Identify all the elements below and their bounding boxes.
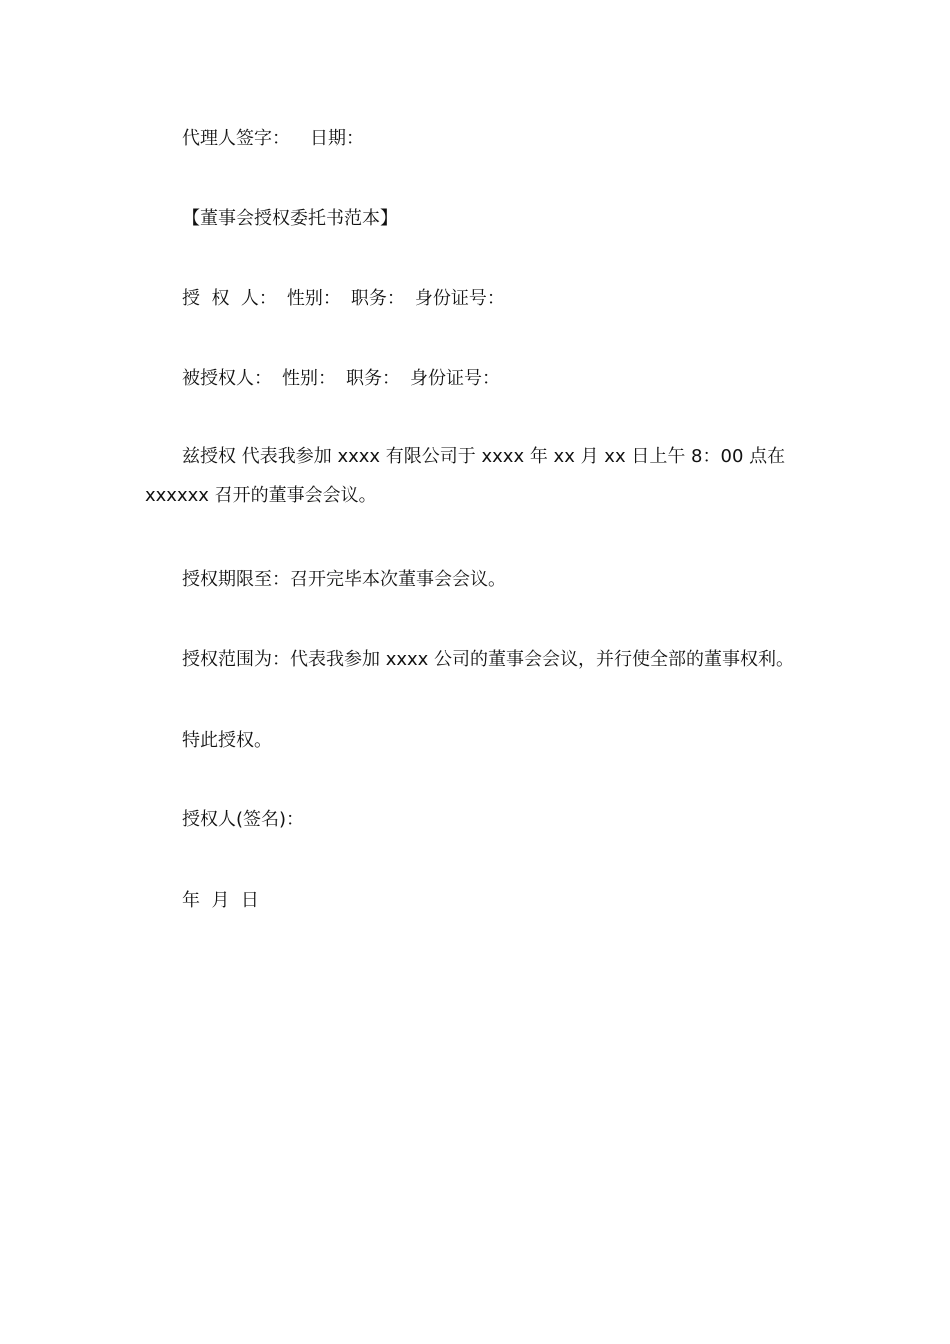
grantee-line: [182, 367, 500, 391]
date-line: 年 月 日: [182, 890, 259, 911]
agent-signature-line: [182, 127, 364, 151]
grantor-line: [182, 287, 505, 311]
authorization-paragraph-line2: xxxxxx 召开的董事会会议。: [145, 485, 377, 506]
grantee-gender-label: 性别：: [282, 368, 336, 389]
grantor-id-label: 身份证号：: [414, 288, 505, 309]
date-label: 日期：: [310, 128, 364, 149]
grantor-signature-label: 授权人(签名)：: [182, 809, 305, 830]
special-authorization: 特此授权。: [182, 730, 272, 751]
grantee-id-label: 身份证号：: [410, 368, 500, 389]
grantee-position-label: 职务：: [346, 368, 400, 389]
grantor-gender-label: 性别：: [286, 288, 341, 309]
agent-signature-label: 代理人签字：: [182, 128, 290, 149]
authorization-term: 授权期限至：召开完毕本次董事会会议。: [182, 569, 506, 590]
authorization-paragraph-line1: 兹授权 代表我参加 xxxx 有限公司于 xxxx 年 xx 月 xx 日上午 8：00 点在: [182, 446, 786, 467]
authorization-scope: 授权范围为：代表我参加 xxxx 公司的董事会会议，并行使全部的董事权利。: [182, 649, 795, 670]
document-title: 【董事会授权委托书范本】: [182, 208, 398, 229]
grantee-label: 被授权人：: [182, 368, 272, 389]
grantor-position-label: 职务：: [350, 288, 405, 309]
grantor-label: 授 权 人：: [182, 288, 277, 309]
